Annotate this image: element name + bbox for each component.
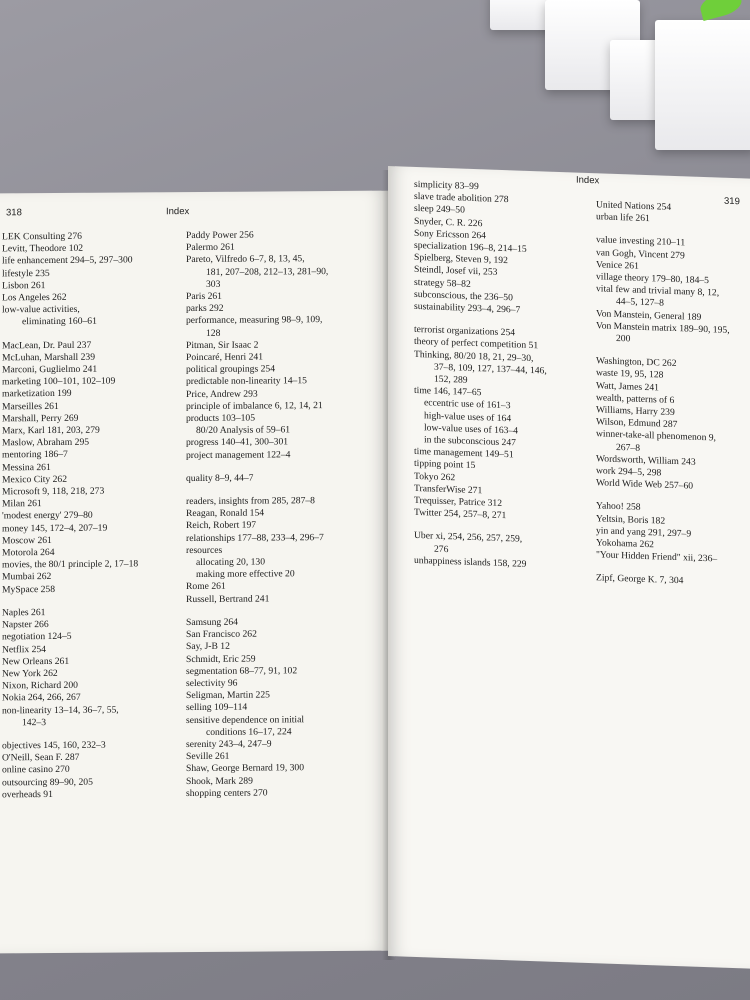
index-entry: Price, Andrew 293: [186, 388, 258, 400]
index-entry: resources: [186, 544, 223, 556]
index-entry: 303: [206, 278, 221, 290]
index-entry: 200: [616, 332, 631, 345]
index-entry: simplicity 83–99: [414, 178, 479, 193]
index-entry: mentoring 186–7: [2, 449, 68, 461]
index-entry: Von Manstein matrix 189–90, 195,: [596, 320, 730, 336]
index-entry: project management 122–4: [186, 448, 291, 461]
index-entry: New York 262: [2, 667, 58, 680]
index-entry: theory of perfect competition 51: [414, 336, 539, 352]
index-entry: relationships 177–88, 233–4, 296–7: [186, 531, 324, 544]
index-entry: eliminating 160–61: [22, 316, 97, 328]
index-entry: Seville 261: [186, 750, 230, 763]
index-entry: life enhancement 294–5, 297–300: [2, 254, 133, 267]
index-entry: Reich, Robert 197: [186, 520, 257, 532]
index-entry: Zipf, George K. 7, 304: [596, 572, 684, 587]
index-entry: Rome 261: [186, 581, 226, 593]
index-column: [186, 229, 328, 800]
index-entry: waste 19, 95, 128: [596, 367, 664, 382]
index-entry: conditions 16–17, 224: [206, 726, 292, 738]
page-number: 318: [6, 207, 22, 219]
index-entry: Paris 261: [186, 290, 222, 303]
index-entry: 128: [206, 327, 221, 339]
index-entry: slave trade abolition 278: [414, 191, 509, 206]
index-entry: Netflix 254: [2, 643, 46, 655]
index-entry: MySpace 258: [2, 583, 56, 596]
index-entry: readers, insights from 285, 287–8: [186, 495, 315, 508]
index-entry: Milan 261: [2, 498, 42, 510]
index-entry: low-value uses of 163–4: [424, 422, 519, 437]
index-entry: eccentric use of 161–3: [424, 397, 511, 412]
index-entry: Shaw, George Bernard 19, 300: [186, 762, 305, 775]
index-entry: San Francisco 262: [186, 628, 257, 641]
index-entry: Washington, DC 262: [596, 355, 677, 370]
index-entry: Napster 266: [2, 619, 49, 631]
index-entry: Marconi, Guglielmo 241: [2, 363, 98, 376]
index-entry: 44–5, 127–8: [616, 296, 664, 310]
index-entry: 142–3: [22, 716, 46, 728]
running-head: Index: [576, 174, 600, 187]
index-entry: shopping centers 270: [186, 787, 268, 799]
index-entry: Moscow 261: [2, 534, 52, 547]
index-entry: van Gogh, Vincent 279: [596, 246, 685, 261]
index-entry: 267–8: [616, 441, 640, 454]
desk-organizer: [470, 0, 750, 160]
index-entry: tipping point 15: [414, 458, 476, 472]
index-entry: terrorist organizations 254: [414, 324, 516, 339]
index-entry: products 103–105: [186, 412, 256, 425]
index-entry: Wordsworth, William 243: [596, 453, 696, 468]
page-number: 319: [724, 195, 740, 208]
index-entry: outsourcing 89–90, 205: [2, 776, 93, 788]
open-book: [0, 160, 750, 950]
index-entry: progress 140–41, 300–301: [186, 436, 289, 449]
index-entry: Lisbon 261: [2, 279, 46, 292]
index-entry: United Nations 254: [596, 199, 672, 213]
index-entry: LEK Consulting 276: [2, 230, 82, 243]
index-entry: Wilson, Edmund 287: [596, 416, 678, 431]
index-entry: Von Manstein, General 189: [596, 307, 702, 323]
index-entry: time management 149–51: [414, 446, 514, 461]
index-entry: Thinking, 80/20 18, 21, 29–30,: [414, 348, 534, 364]
index-entry: MacLean, Dr. Paul 237: [2, 339, 92, 351]
index-entry: marketing 100–101, 102–109: [2, 375, 116, 388]
index-entry: Mumbai 262: [2, 571, 52, 583]
index-entry: Marx, Karl 181, 203, 279: [2, 424, 100, 437]
index-column: [596, 199, 730, 589]
index-entry: Reagan, Ronald 154: [186, 507, 265, 520]
index-entry: vital few and trivial many 8, 12,: [596, 283, 720, 299]
index-entry: Marshall, Perry 269: [2, 412, 79, 425]
index-entry: winner-take-all phenomenon 9,: [596, 428, 716, 444]
index-entry: New Orleans 261: [2, 655, 70, 668]
index-entry: 'modest energy' 279–80: [2, 510, 93, 522]
index-entry: Nixon, Richard 200: [2, 679, 78, 692]
index-entry: strategy 58–82: [414, 276, 471, 290]
index-entry: 276: [434, 543, 449, 555]
index-entry: Microsoft 9, 118, 218, 273: [2, 485, 105, 498]
index-entry: Schmidt, Eric 259: [186, 653, 256, 665]
index-entry: specialization 196–8, 214–15: [414, 239, 527, 255]
index-entry: Mexico City 262: [2, 473, 68, 486]
index-entry: Yokohama 262: [596, 537, 654, 551]
index-entry: Snyder, C. R. 226: [414, 215, 483, 229]
index-entry: Twitter 254, 257–8, 271: [414, 507, 507, 522]
index-entry: Paddy Power 256: [186, 229, 254, 242]
index-entry: World Wide Web 257–60: [596, 477, 694, 492]
index-entry: selectivity 96: [186, 677, 238, 689]
index-entry: high-value uses of 164: [424, 409, 512, 424]
index-entry: Naples 261: [2, 606, 46, 619]
index-entry: Seligman, Martin 225: [186, 689, 270, 702]
index-entry: Uber xi, 254, 256, 257, 259,: [414, 530, 523, 546]
index-entry: making more effective 20: [196, 568, 295, 581]
index-entry: principle of imbalance 6, 12, 14, 21: [186, 399, 323, 412]
index-entry: Spielberg, Steven 9, 192: [414, 252, 508, 267]
index-entry: wealth, patterns of 6: [596, 392, 675, 406]
index-entry: Messina 261: [2, 461, 51, 473]
index-entry: overheads 91: [2, 788, 53, 801]
index-entry: unhappiness islands 158, 229: [414, 554, 527, 570]
index-entry: serenity 243–4, 247–9: [186, 738, 272, 750]
left-page: [0, 191, 388, 954]
index-entry: urban life 261: [596, 211, 650, 225]
index-entry: Williams, Harry 239: [596, 404, 675, 419]
index-entry: Yahoo! 258: [596, 500, 641, 514]
index-entry: Tokyo 262: [414, 470, 456, 484]
index-entry: parks 292: [186, 303, 224, 315]
index-entry: Watt, James 241: [596, 379, 659, 394]
index-entry: selling 109–114: [186, 701, 248, 714]
index-entry: predictable non-linearity 14–15: [186, 375, 307, 388]
index-entry: Sony Ericsson 264: [414, 227, 486, 242]
index-entry: Marseilles 261: [2, 400, 59, 412]
index-entry: McLuhan, Marshall 239: [2, 351, 95, 364]
organizer-block: [655, 20, 750, 150]
index-entry: objectives 145, 160, 232–3: [2, 739, 106, 752]
index-entry: Yeltsin, Boris 182: [596, 512, 666, 527]
right-page: [388, 166, 750, 969]
index-entry: negotiation 124–5: [2, 631, 72, 643]
index-entry: Russell, Bertrand 241: [186, 593, 270, 605]
index-entry: performance, measuring 98–9, 109,: [186, 314, 323, 327]
index-entry: 37–8, 109, 127, 137–44, 146,: [434, 361, 547, 377]
index-entry: in the subconscious 247: [424, 434, 516, 449]
index-entry: Poincaré, Henri 241: [186, 351, 263, 364]
index-entry: 181, 207–208, 212–13, 281–90,: [206, 265, 329, 278]
index-entry: Say, J-B 12: [186, 641, 230, 653]
index-entry: Nokia 264, 266, 267: [2, 692, 81, 704]
index-entry: Pitman, Sir Isaac 2: [186, 339, 259, 351]
index-entry: "Your Hidden Friend" xii, 236–: [596, 549, 718, 565]
index-entry: sleep 249–50: [414, 203, 465, 217]
index-entry: non-linearity 13–14, 36–7, 55,: [2, 704, 119, 716]
index-entry: marketization 199: [2, 388, 72, 400]
index-entry: quality 8–9, 44–7: [186, 472, 254, 484]
index-column: [2, 230, 138, 801]
index-entry: Trequisser, Patrice 312: [414, 494, 502, 510]
index-entry: Motorola 264: [2, 547, 55, 559]
index-entry: movies, the 80/1 principle 2, 17–18: [2, 558, 139, 571]
index-entry: segmentation 68–77, 91, 102: [186, 664, 298, 677]
index-entry: Palermo 261: [186, 241, 235, 254]
index-entry: value investing 210–11: [596, 234, 686, 249]
index-entry: village theory 179–80, 184–5: [596, 271, 709, 287]
index-entry: Samsung 264: [186, 616, 238, 628]
index-entry: money 145, 172–4, 207–19: [2, 522, 108, 535]
index-entry: work 294–5, 298: [596, 465, 662, 479]
index-entry: Shook, Mark 289: [186, 775, 253, 787]
index-entry: O'Neill, Sean F. 287: [2, 751, 80, 764]
index-entry: TransferWise 271: [414, 482, 483, 497]
index-entry: Maslow, Abraham 295: [2, 436, 90, 449]
index-entry: online casino 270: [2, 764, 70, 776]
index-entry: allocating 20, 130: [196, 556, 266, 569]
index-entry: Los Angeles 262: [2, 291, 67, 304]
index-entry: low-value activities,: [2, 304, 80, 316]
index-entry: sensitive dependence on initial: [186, 713, 305, 726]
index-entry: time 146, 147–65: [414, 385, 482, 399]
index-entry: Pareto, Vilfredo 6–7, 8, 13, 45,: [186, 253, 305, 266]
index-entry: Levitt, Theodore 102: [2, 242, 84, 255]
index-entry: sustainability 293–4, 296–7: [414, 300, 521, 316]
index-entry: yin and yang 291, 297–9: [596, 525, 692, 540]
running-head: Index: [166, 206, 190, 218]
index-entry: Steindl, Josef vii, 253: [414, 264, 498, 279]
index-column: [414, 179, 547, 572]
index-entry: political groupings 254: [186, 363, 275, 376]
index-entry: subconscious, the 236–50: [414, 288, 513, 304]
index-entry: Venice 261: [596, 259, 639, 272]
index-entry: 80/20 Analysis of 59–61: [196, 424, 291, 437]
index-entry: 152, 289: [434, 373, 468, 386]
index-entry: lifestyle 235: [2, 267, 50, 279]
